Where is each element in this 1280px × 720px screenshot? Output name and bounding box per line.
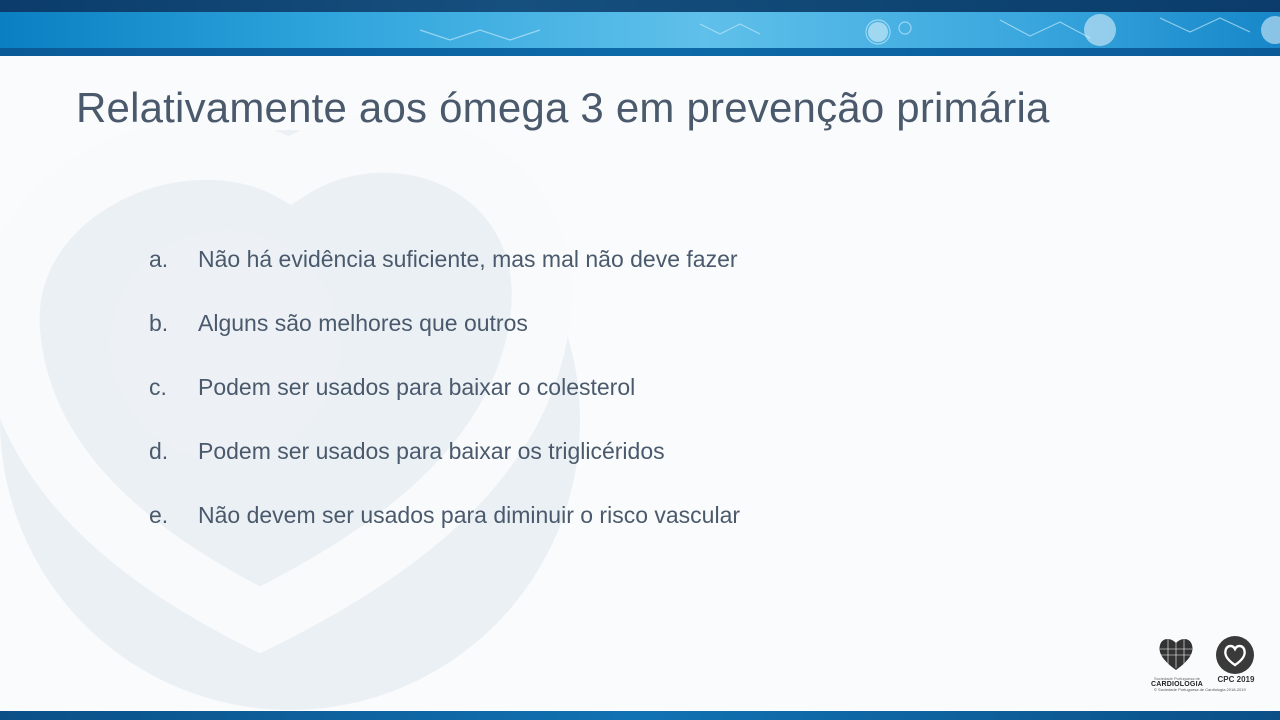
spc-subtitle: Sociedade Portuguesa de	[1153, 676, 1201, 681]
option-letter: a.	[149, 246, 169, 272]
option-e	[149, 502, 740, 566]
footer-copyright: © Sociedade Portuguesa de Cardiologia 2018-2019	[1154, 687, 1246, 692]
option-text: Podem ser usados para baixar o colesterol	[198, 374, 636, 400]
option-text: Não há evidência suficiente, mas mal não deve fazer	[198, 246, 738, 272]
spc-heart-logo-icon	[1156, 634, 1196, 674]
cpc-heart-logo-icon	[1216, 636, 1254, 674]
option-b	[149, 310, 740, 374]
option-text: Alguns são melhores que outros	[198, 310, 528, 336]
answer-options	[149, 246, 740, 566]
option-letter: d.	[149, 438, 169, 464]
bottom-bar	[0, 711, 1280, 720]
header-banner	[0, 0, 1280, 56]
option-d	[149, 438, 740, 502]
spc-name: CARDIOLOGIA	[1151, 681, 1203, 688]
banner-bottom-strip	[0, 48, 1280, 56]
cpc-label: CPC 2019	[1217, 675, 1255, 684]
option-letter: c.	[149, 374, 167, 400]
option-a	[149, 246, 740, 310]
option-letter: b.	[149, 310, 169, 336]
slide-title: Relativamente aos ómega 3 em prevenção primária	[76, 84, 1050, 131]
option-text: Podem ser usados para baixar os triglicéridos	[198, 438, 665, 464]
option-letter: e.	[149, 502, 169, 528]
option-c	[149, 374, 740, 438]
option-text: Não devem ser usados para diminuir o risco vascular	[198, 502, 741, 528]
